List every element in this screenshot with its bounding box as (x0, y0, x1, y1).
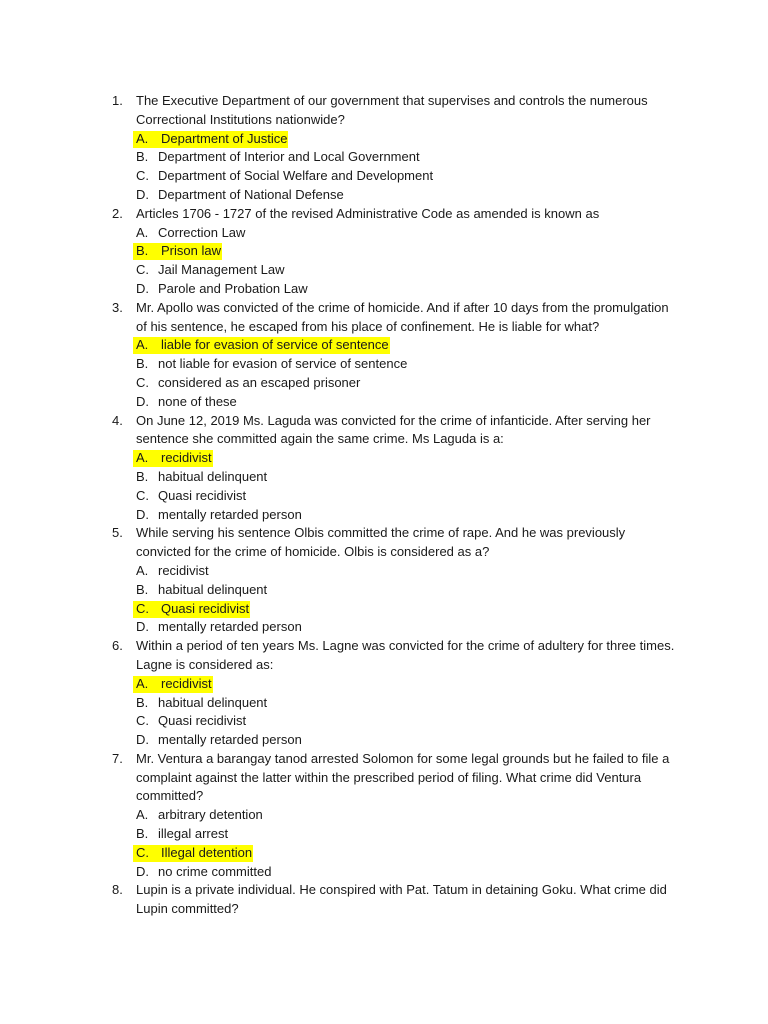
option-letter: C. (136, 487, 149, 503)
answer-option (0, 581, 768, 600)
answer-option-highlighted (0, 449, 768, 468)
question-stem (0, 637, 768, 675)
question-item (0, 92, 768, 205)
answer-option (0, 863, 768, 882)
option-text: not liable for evasion of service of sentence (158, 356, 408, 372)
option-letter: D. (136, 732, 149, 748)
option-letter: C. (136, 262, 149, 278)
option-letter: A. (136, 130, 149, 146)
option-text: Prison law (161, 243, 221, 259)
option-letter: C. (136, 374, 149, 390)
option-letter: C. (136, 713, 149, 729)
option-text: no crime committed (158, 863, 272, 879)
question-number: 7. (112, 750, 123, 766)
question-stem (0, 92, 768, 130)
option-letter: A. (136, 675, 149, 691)
option-letter: D. (136, 506, 149, 522)
question-number: 2. (112, 205, 123, 221)
question-number: 3. (112, 299, 123, 315)
option-letter: D. (136, 186, 149, 202)
option-letter: D. (136, 393, 149, 409)
question-number: 6. (112, 638, 123, 654)
document-page (0, 92, 768, 919)
option-letter: B. (136, 356, 149, 372)
option-text: Quasi recidivist (158, 487, 247, 503)
option-letter: B. (136, 149, 149, 165)
option-letter: D. (136, 280, 149, 296)
option-letter: D. (136, 619, 149, 635)
answer-option (0, 806, 768, 825)
question-item (0, 637, 768, 750)
question-number: 4. (112, 412, 123, 428)
option-text: considered as an escaped prisoner (158, 374, 361, 390)
option-text: habitual delinquent (158, 581, 268, 597)
question-text: Lupin is a private individual. He conspired with Pat. Tatum in detaining Goku. What crime did Lupin committed? (136, 882, 667, 917)
answer-highlight (133, 601, 250, 618)
question-item (0, 205, 768, 299)
answer-option-highlighted (0, 600, 768, 619)
option-letter: A. (136, 562, 149, 578)
answer-highlight (133, 845, 253, 862)
question-text: Mr. Apollo was convicted of the crime of homicide. And if after 10 days from the promulgation of his sentence, he escaped from his place of confinement. He is liable for what? (136, 299, 669, 334)
answer-option-highlighted (0, 242, 768, 261)
option-text: Jail Management Law (158, 262, 285, 278)
option-letter: A. (136, 224, 149, 240)
answer-option-highlighted (0, 675, 768, 694)
question-stem (0, 750, 768, 806)
option-text: Department of National Defense (158, 186, 344, 202)
question-item (0, 299, 768, 412)
answer-option (0, 148, 768, 167)
answer-highlight (133, 450, 213, 467)
answer-options (0, 562, 768, 637)
option-letter: A. (136, 807, 149, 823)
question-text: While serving his sentence Olbis committed the crime of rape. And he was previously convicted for the crime of homicide. Olbis is considered as a? (136, 525, 626, 560)
option-text: Parole and Probation Law (158, 280, 308, 296)
question-stem (0, 299, 768, 337)
answer-options (0, 336, 768, 411)
option-text: mentally retarded person (158, 619, 302, 635)
question-item (0, 750, 768, 882)
option-text: none of these (158, 393, 237, 409)
question-text: The Executive Department of our government that supervises and controls the numerous Correctional Institutions nationwide? (136, 93, 648, 127)
option-text: liable for evasion of service of sentence (161, 337, 389, 353)
answer-option (0, 825, 768, 844)
question-stem (0, 205, 768, 224)
option-letter: D. (136, 863, 149, 879)
answer-option (0, 280, 768, 299)
option-text: mentally retarded person (158, 506, 302, 522)
option-text: Quasi recidivist (158, 713, 247, 729)
answer-highlight (133, 676, 213, 693)
option-text: Department of Social Welfare and Development (158, 168, 434, 184)
question-stem (0, 524, 768, 562)
option-text: Illegal detention (161, 844, 253, 860)
question-number: 1. (112, 93, 123, 108)
answer-options (0, 806, 768, 881)
option-letter: B. (136, 468, 149, 484)
answer-option (0, 224, 768, 243)
option-letter: A. (136, 337, 149, 353)
question-text: Within a period of ten years Ms. Lagne was convicted for the crime of adultery for three times. Lagne is considered as: (136, 638, 675, 672)
question-item (0, 412, 768, 525)
question-stem (0, 412, 768, 450)
option-text: recidivist (161, 675, 212, 691)
answer-highlight (133, 243, 222, 260)
option-text: Department of Interior and Local Government (158, 149, 420, 165)
answer-option (0, 186, 768, 205)
option-text: arbitrary detention (158, 807, 263, 823)
option-text: habitual delinquent (158, 468, 268, 484)
answer-option (0, 562, 768, 581)
answer-highlight (133, 337, 390, 354)
answer-option (0, 694, 768, 713)
option-letter: B. (136, 581, 149, 597)
option-text: Quasi recidivist (161, 600, 250, 616)
answer-option (0, 355, 768, 374)
question-text: Mr. Ventura a barangay tanod arrested Solomon for some legal grounds but he failed to file a complaint against the latter within the prescribed period of filing. What crime did Ventura committed? (136, 750, 670, 804)
answer-option (0, 261, 768, 280)
answer-option (0, 167, 768, 186)
option-text: Department of Justice (161, 130, 288, 146)
question-number: 5. (112, 525, 123, 541)
option-letter: B. (136, 243, 149, 259)
answer-options (0, 449, 768, 524)
answer-option (0, 468, 768, 487)
answer-option (0, 487, 768, 506)
answer-option (0, 618, 768, 637)
option-text: habitual delinquent (158, 694, 268, 710)
option-text: illegal arrest (158, 826, 229, 842)
answer-option-highlighted (0, 844, 768, 863)
answer-option (0, 374, 768, 393)
answer-option (0, 506, 768, 525)
answer-option-highlighted (0, 130, 768, 149)
answer-option-highlighted (0, 336, 768, 355)
answer-options (0, 130, 768, 205)
answer-option (0, 712, 768, 731)
option-letter: C. (136, 168, 149, 184)
question-text: Articles 1706 - 1727 of the revised Administrative Code as amended is known as (136, 205, 600, 221)
answer-option (0, 393, 768, 412)
answer-highlight (133, 131, 288, 148)
answer-options (0, 675, 768, 750)
question-item (0, 881, 768, 919)
option-text: Correction Law (158, 224, 246, 240)
question-text: On June 12, 2019 Ms. Laguda was convicted for the crime of infanticide. After serving her sentence she committed again the same crime. Ms Laguda is a: (136, 412, 651, 447)
question-number: 8. (112, 882, 123, 898)
answer-option (0, 731, 768, 750)
option-text: recidivist (158, 562, 209, 578)
option-text: mentally retarded person (158, 732, 302, 748)
option-letter: C. (136, 600, 149, 616)
option-letter: B. (136, 694, 149, 710)
option-letter: A. (136, 450, 149, 466)
option-text: recidivist (161, 450, 212, 466)
answer-options (0, 224, 768, 299)
question-stem (0, 881, 768, 919)
option-letter: C. (136, 844, 149, 860)
question-item (0, 524, 768, 637)
option-letter: B. (136, 826, 149, 842)
